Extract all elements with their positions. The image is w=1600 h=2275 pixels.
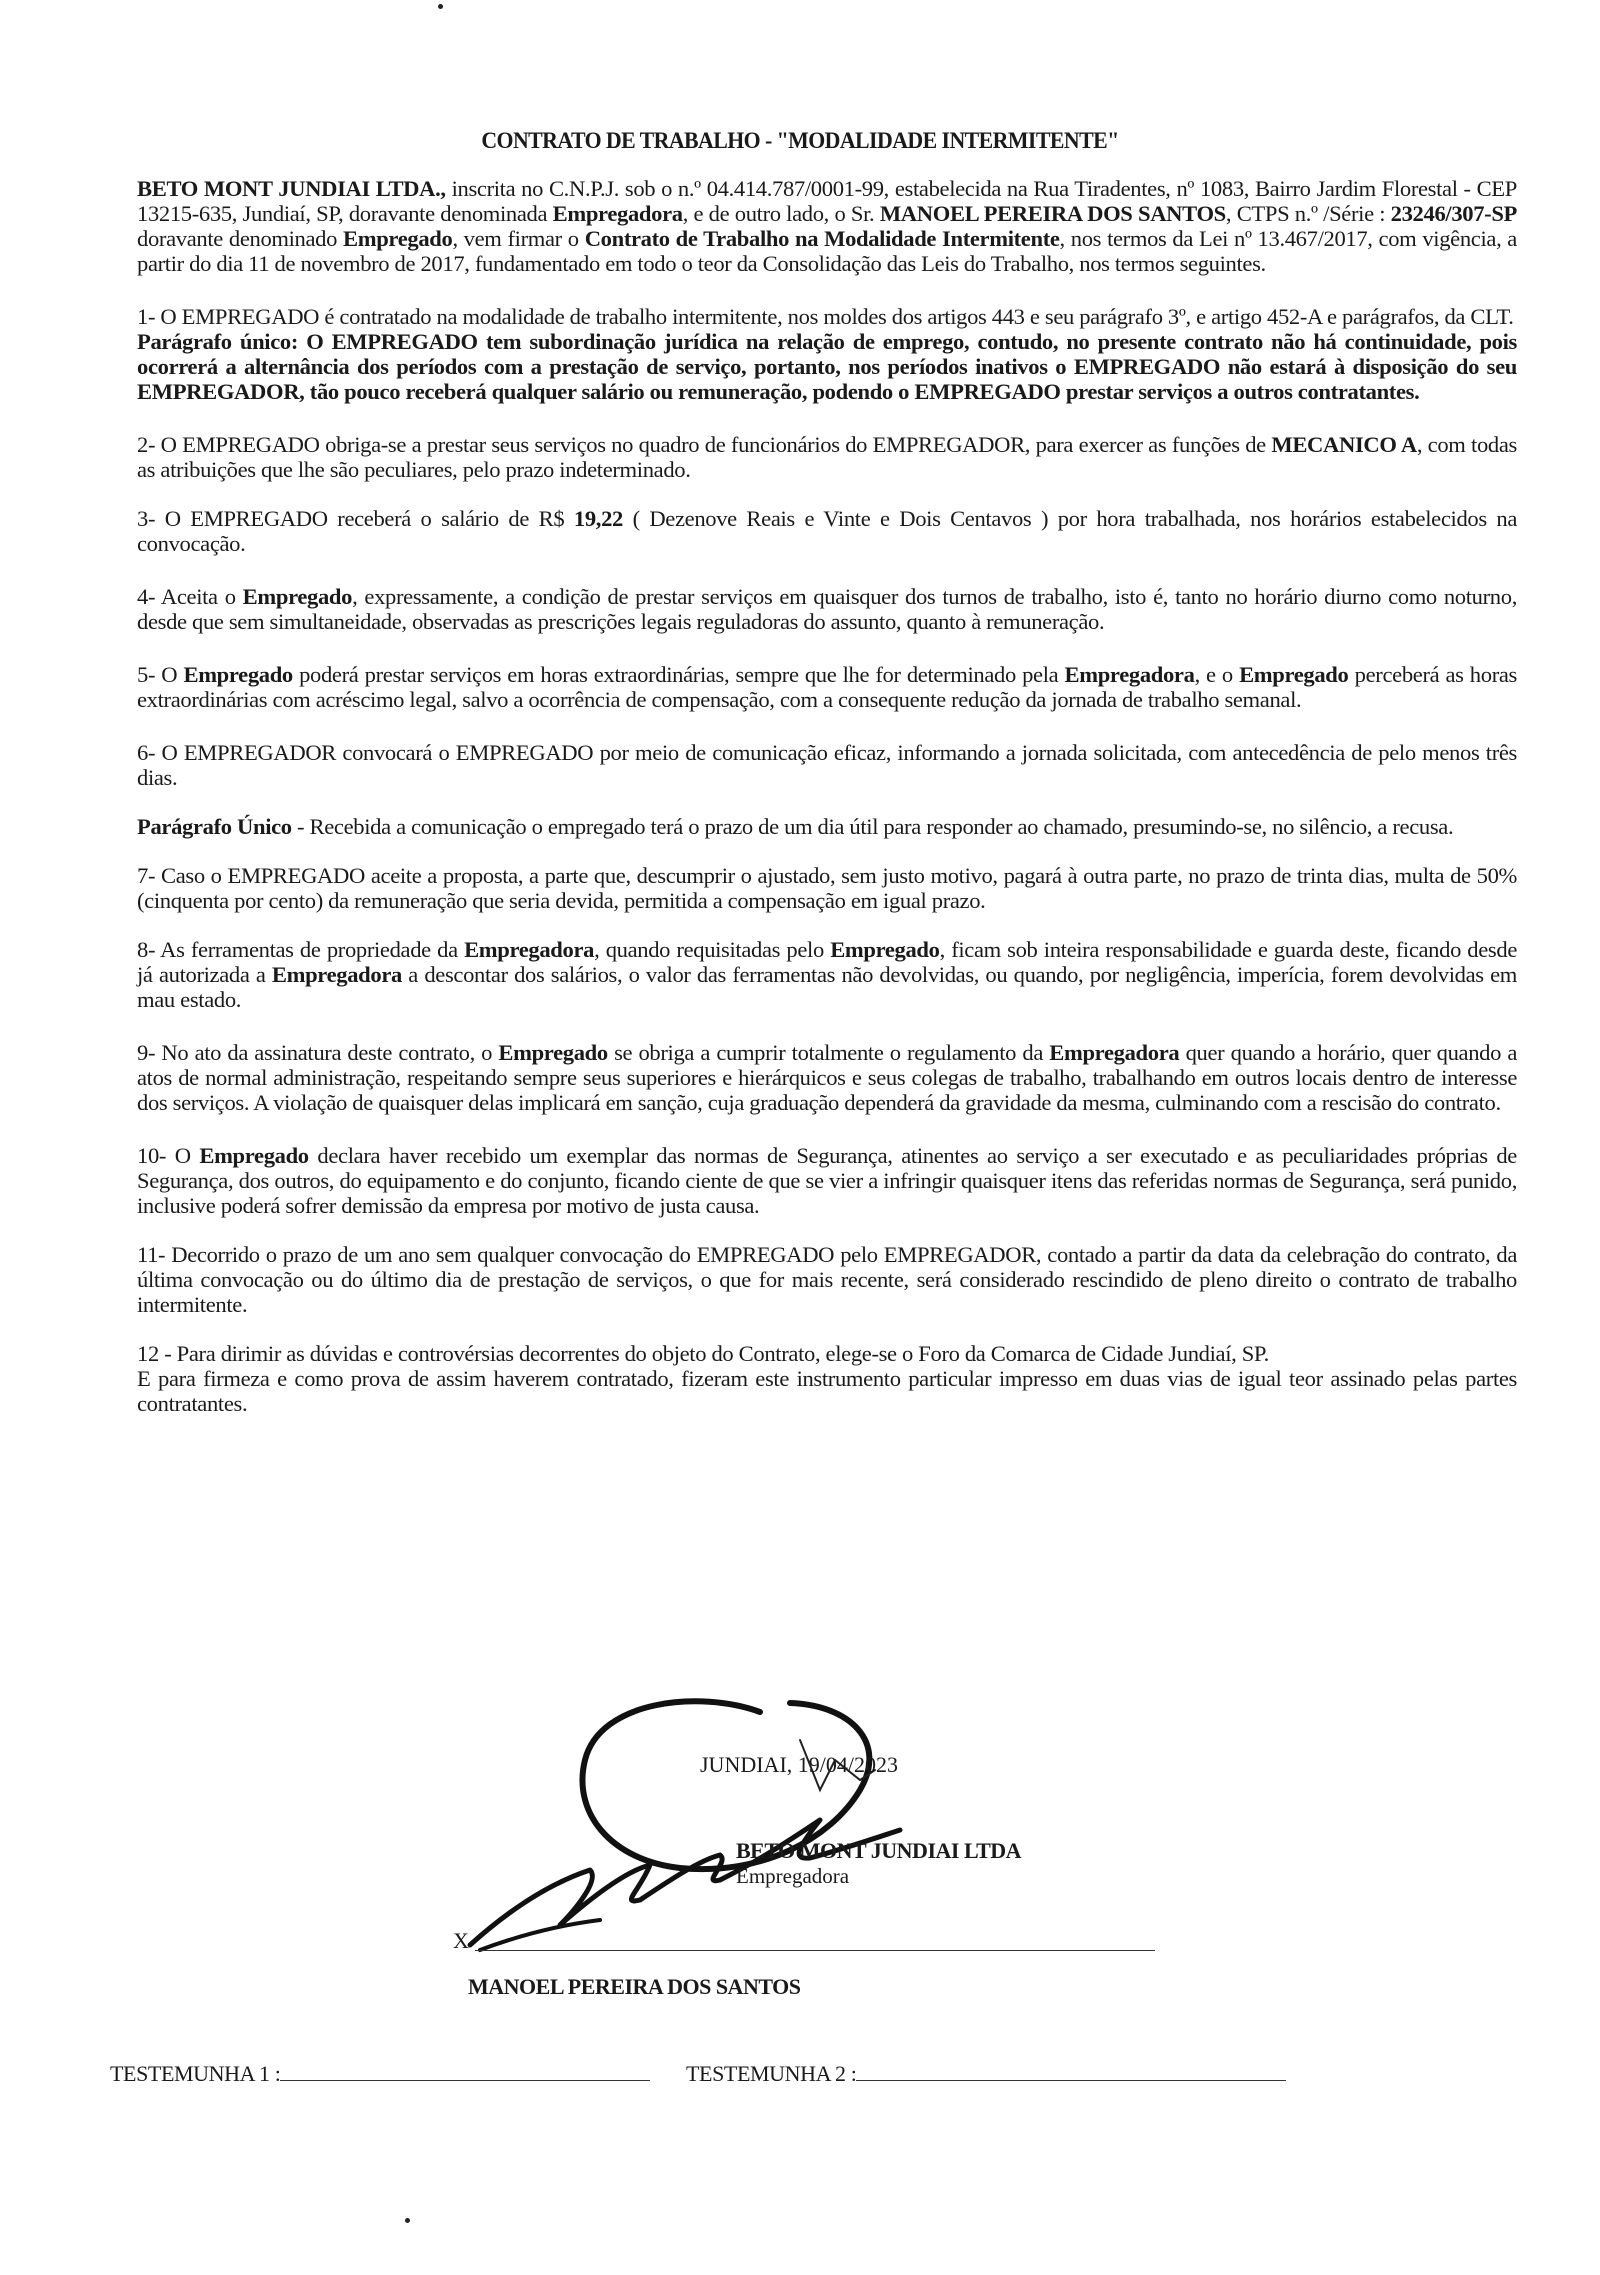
clause-9-b: Empregado	[498, 1040, 608, 1065]
clause-8-e: , ficam sob inteira responsabilidade e guarda deste, ficando desde já autorizada a	[137, 937, 1517, 987]
clause-2	[137, 432, 1517, 482]
hourly-wage: 19,22	[573, 506, 623, 531]
clause-8	[137, 937, 1517, 1012]
clause-1: 1- O EMPREGADO é contratado na modalidade de trabalho intermitente, nos moldes dos artigos 443 e seu parágrafo 3º, e artigo 452-A e parágrafos, da CLT.	[137, 304, 1514, 329]
clause-1-paragraph-text: Parágrafo único: O EMPREGADO tem subordinação jurídica na relação de emprego, contudo, no presente contrato não há continuidade, pois ocorrerá a alternância dos períodos com a prestação de serviço, portanto, nos períodos inativos o EMPREGADO não estará à disposição do seu EMPREGADOR, tão pouco receberá qualquer salário ou remuneração, podendo o EMPREGADO prestar serviços a outros contratantes.	[137, 329, 1517, 404]
clause-10-a: 10- O	[137, 1143, 200, 1168]
witness-2	[686, 2060, 1286, 2087]
contract-type-inline: Contrato de Trabalho na Modalidade Intermitente	[584, 226, 1060, 251]
clause-3	[137, 506, 1517, 556]
clause-8-f: Empregadora	[271, 962, 402, 987]
clause-3-a: 3- O EMPREGADO receberá o salário de R$	[137, 506, 574, 531]
clause-4-b: Empregado	[242, 584, 353, 609]
clause-9-a: 9- No ato da assinatura deste contrato, o	[137, 1040, 499, 1065]
clause-10-c: declara haver recebido um exemplar das normas de Segurança, atinentes ao serviço a ser executado e as peculiaridades próprias de Segurança, dos outros, do equipamento e do conjunto, ficando ciente de que se vier a infringir quaisquer itens das referidas normas de Segurança, será punido, inclusive poderá sofrer demissão da empresa por motivo de justa causa.	[137, 1143, 1517, 1218]
clause-5-f: Empregado	[1239, 662, 1349, 687]
intro-text-1: inscrita no C.N.P.J. sob o n.º 04.414.787/0001-99, estabelecida na Rua Tiradentes, nº 1083, Bairro Jardim Florestal - CEP 13215-635, Jundiaí, SP, doravante denominada	[137, 176, 1517, 226]
clause-8-d: Empregado	[830, 937, 940, 962]
clause-9	[137, 1040, 1517, 1115]
clause-5-e: , e o	[1194, 662, 1240, 687]
clause-6-paragraph-text: - Recebida a comunicação o empregado terá o prazo de um dia útil para responder ao chamado, presumindo-se, no silêncio, a recusa.	[291, 814, 1454, 839]
clause-6-paragraph-label: Parágrafo Único	[137, 814, 292, 839]
closing-statement: E para firmeza e como prova de assim haverem contratado, fizeram este instrumento particular impresso em duas vias de igual teor assinado pelas partes contratantes.	[137, 1366, 1517, 1416]
clause-4	[137, 584, 1517, 634]
witness-2-line[interactable]	[856, 2060, 1286, 2081]
scan-speck	[438, 4, 443, 9]
clause-9-c: se obriga a cumprir totalmente o regulamento da	[607, 1040, 1050, 1065]
employer-name: BETO MONT JUNDIAI LTDA	[736, 1838, 1022, 1863]
witness-2-label: TESTEMUNHA 2 :	[686, 2061, 857, 2086]
employee-signature-line	[475, 1950, 1155, 1951]
intro-text-5: , vem firmar o	[452, 226, 585, 251]
clause-8-b: Empregadora	[464, 937, 595, 962]
clause-8-g: a descontar dos salários, o valor das ferramentas não devolvidas, ou quando, por negligência, imperícia, forem devolvidas em mau estado.	[137, 962, 1517, 1012]
employer-role: Empregadora	[736, 1864, 850, 1888]
clause-5-c: poderá prestar serviços em horas extraordinárias, sempre que lhe for determinado pela	[292, 662, 1065, 687]
clause-5-d: Empregadora	[1064, 662, 1195, 687]
document-title: CONTRATO DE TRABALHO - "MODALIDADE INTERMITENTE"	[481, 128, 1119, 153]
witness-1	[110, 2060, 650, 2087]
intro-text-2: , e de outro lado, o Sr.	[682, 201, 880, 226]
clause-3-c: ( Dezenove Reais e Vinte e Dois Centavos ) por hora trabalhada, nos horários estabelecidos na convocação.	[137, 506, 1517, 556]
intro-text-3: , CTPS n.º /Série :	[1225, 201, 1391, 226]
scan-speck	[405, 2218, 410, 2223]
intro-text-4: doravante denominado	[137, 226, 344, 251]
clause-5-a: 5- O	[137, 662, 184, 687]
clause-11: 11- Decorrido o prazo de um ano sem qualquer convocação do EMPREGADO pelo EMPREGADOR, contado a partir da data da celebração do contrato, da última convocação ou do último dia de prestação de serviços, o que for mais recente, será considerado rescindido de pleno direito o contrato de trabalho intermitente.	[137, 1242, 1517, 1317]
clause-1-paragraph	[137, 329, 1517, 404]
company-name: BETO MONT JUNDIAI LTDA.,	[137, 176, 446, 201]
intro-bold-2: Empregado	[343, 226, 453, 251]
clause-10	[137, 1143, 1517, 1218]
signature-x-mark: X	[453, 1928, 469, 1953]
clause-4-a: 4- Aceita o	[137, 584, 243, 609]
clause-9-e: quer quando a horário, quer quando a atos de normal administração, respeitando sempre seus superiores e hierárquicos e seus colegas de trabalho, trabalhando em outros locais dentro de interesse dos serviços. A violação de quaisquer delas implicará em sanção, cuja graduação dependerá da gravidade da mesma, culminando com a rescisão do contrato.	[137, 1040, 1518, 1115]
clause-2-a: 2- O EMPREGADO obriga-se a prestar seus serviços no quadro de funcionários do EMPREGADOR, para exercer as funções de	[137, 432, 1272, 457]
clause-12: 12 - Para dirimir as dúvidas e controvérsias decorrentes do objeto do Contrato, elege-se o Foro da Comarca de Cidade Jundiaí, SP.	[137, 1341, 1269, 1366]
witness-1-line[interactable]	[280, 2060, 650, 2081]
ctps-number: 23246/307-SP	[1390, 201, 1517, 226]
clause-5	[137, 662, 1517, 712]
employee-signature-tail	[480, 1920, 600, 1950]
clause-5-b: Empregado	[183, 662, 293, 687]
contract-body	[137, 176, 1517, 1416]
clause-9-d: Empregadora	[1049, 1040, 1180, 1065]
clause-5-g: perceberá as horas extraordinárias com acréscimo legal, salvo a ocorrência de compensação, com a consequente redução da jornada de trabalho semanal.	[137, 662, 1517, 712]
job-title: MECANICO A	[1271, 432, 1417, 457]
intro-bold-1: Empregadora	[552, 201, 683, 226]
intro-text-6: , nos termos da Lei nº 13.467/2017, com vigência, a partir do dia 11 de novembro de 2017, fundamentado em todo o teor da Consolidação das Leis do Trabalho, nos termos seguintes.	[137, 226, 1517, 276]
intro-paragraph	[137, 176, 1517, 276]
employee-name: MANOEL PEREIRA DOS SANTOS	[468, 1974, 801, 1999]
clause-7: 7- Caso o EMPREGADO aceite a proposta, a parte que, descumprir o ajustado, sem justo motivo, pagará à outra parte, no prazo de trinta dias, multa de 50% (cinquenta por cento) da remuneração que seria devida, permitida a compensação em igual prazo.	[137, 863, 1517, 913]
clause-2-c: , com todas as atribuições que lhe são peculiares, pelo prazo indeterminado.	[137, 432, 1518, 482]
clause-8-a: 8- As ferramentas de propriedade da	[137, 937, 465, 962]
clause-8-c: , quando requisitadas pelo	[594, 937, 831, 962]
witness-1-label: TESTEMUNHA 1 :	[110, 2061, 281, 2086]
place-and-date: JUNDIAI, 19/04/2023	[700, 1752, 898, 1777]
clause-6: 6- O EMPREGADOR convocará o EMPREGADO por meio de comunicação eficaz, informando a jornada solicitada, com antecedência de pelo menos três dias.	[137, 740, 1517, 790]
employee-name-inline: MANOEL PEREIRA DOS SANTOS	[879, 201, 1226, 226]
clause-4-c: , expressamente, a condição de prestar serviços em quaisquer dos turnos de trabalho, isto é, tanto no horário diurno como noturno, desde que sem simultaneidade, observadas as prescrições legais reguladoras do assunto, quanto à remuneração.	[137, 584, 1517, 634]
clause-6-paragraph	[137, 814, 1517, 839]
clause-10-b: Empregado	[199, 1143, 309, 1168]
